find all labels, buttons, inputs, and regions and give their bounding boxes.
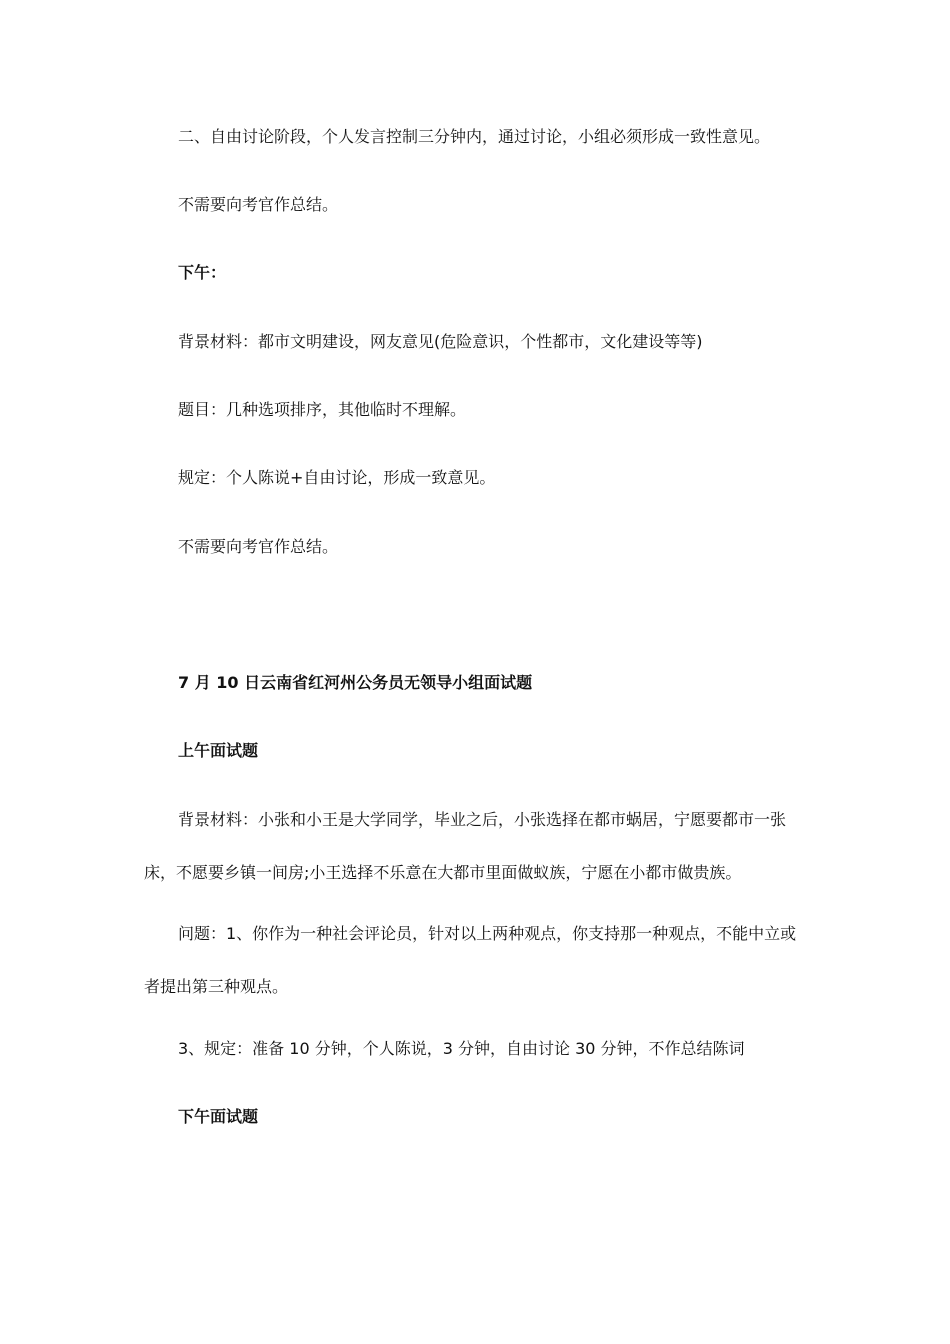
paragraph-no-summary-1: 不需要向考官作总结。: [178, 195, 339, 214]
paragraph-background-material-2: [144, 793, 804, 899]
paragraph-background-material-2-text: 背景材料：小张和小王是大学同学，毕业之后，小张选择在都市蜗居，宁愿要都市一张床，不愿要乡镇一间房;小王选择不乐意在大都市里面做蚁族，宁愿在小都市做贵族。: [144, 810, 787, 882]
paragraph-free-discussion: 二、自由讨论阶段，个人发言控制三分钟内，通过讨论，小组必须形成一致性意见。: [178, 127, 771, 146]
heading-afternoon-questions: 下午面试题: [178, 1107, 259, 1126]
paragraph-question-1: 题目：几种选项排序，其他临时不理解。: [178, 400, 467, 419]
paragraph-question-2: [144, 907, 804, 1013]
section-title-honghe-interview: 7 月 10 日云南省红河州公务员无领导小组面试题: [178, 673, 533, 692]
paragraph-rules-1: 规定：个人陈说+自由讨论，形成一致意见。: [178, 468, 496, 487]
paragraph-no-summary-2: 不需要向考官作总结。: [178, 537, 339, 556]
heading-afternoon: 下午：: [178, 263, 227, 282]
paragraph-background-material-1: 背景材料：都市文明建设，网友意见(危险意识，个性都市，文化建设等等): [178, 332, 703, 351]
paragraph-rules-2: 3、规定：准备 10 分钟，个人陈说，3 分钟，自由讨论 30 分钟，不作总结陈词: [178, 1039, 745, 1058]
paragraph-question-2-text: 问题：1、你作为一种社会评论员，针对以上两种观点，你支持那一种观点，不能中立或者提出第三种观点。: [144, 924, 797, 996]
heading-morning-questions: 上午面试题: [178, 741, 259, 760]
